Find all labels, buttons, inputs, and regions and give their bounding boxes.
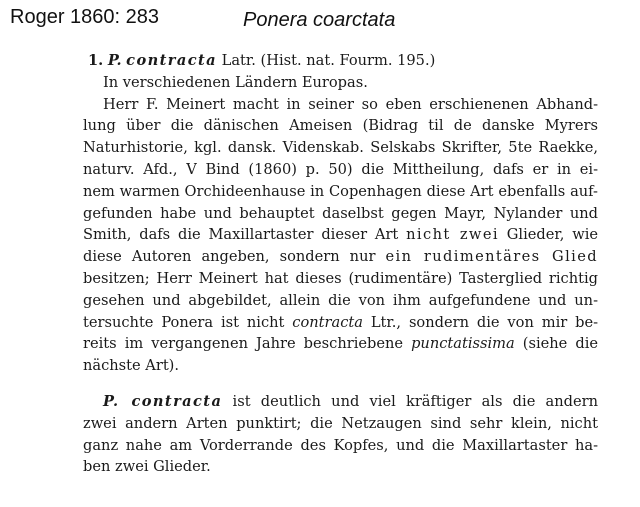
text-line: gesehen und abgebildet, allein die von ihm aufgefundene und un- <box>83 291 598 309</box>
text-span: Smith, dafs die Maxillartaster dieser Art <box>83 226 399 244</box>
text-line <box>83 224 598 246</box>
text-span: (siehe die <box>522 335 598 353</box>
text-span: diese Autoren angeben, sondern nur <box>83 248 376 266</box>
text-line: naturv. Afd., V Bind (1860) p. 50) die Mittheilung, dafs er in ei- <box>83 160 598 178</box>
text-line <box>83 333 598 355</box>
spaced-emphasis: nicht zwei <box>406 226 499 244</box>
text-line <box>83 312 598 334</box>
text-span: tersuchte Ponera ist nicht <box>83 313 285 331</box>
entry-heading <box>83 50 598 72</box>
spaced-emphasis: ein rudimentäres Glied <box>385 248 598 266</box>
text-line: Naturhistorie, kgl. dansk. Videnskab. Selskabs Skrifter, 5te Raekke, <box>83 139 598 157</box>
italic-species: punctatissima <box>411 335 515 353</box>
species-epithet: contracta <box>126 52 217 69</box>
text-line: Herr F. Meinert macht in seiner so eben erschienenen Abhand- <box>103 95 598 113</box>
text-line: nem warmen Orchideenhause in Copenhagen diese Art ebenfalls auf- <box>83 182 598 200</box>
citation: Latr. (Hist. nat. Fourm. 195.) <box>221 52 436 69</box>
text-span: Glieder, wie <box>506 226 598 244</box>
entry-number: 1. <box>88 52 104 69</box>
text-span: reits im vergangenen Jahre beschriebene <box>83 335 404 353</box>
reference-label: Roger 1860: 283 <box>10 6 160 28</box>
text-line: zwei andern Arten punktirt; die Netzaugen sind sehr klein, nicht <box>83 414 598 432</box>
text-line: gefunden habe und behauptet daselbst gegen Mayr, Nylander und <box>83 204 598 222</box>
paragraph-1 <box>83 94 598 377</box>
paragraph-2 <box>83 391 598 478</box>
italic-species: contracta <box>292 313 363 331</box>
species-name-bold: P. contracta <box>103 392 223 410</box>
text-span: ist deutlich und viel kräftiger als die andern <box>232 392 598 410</box>
text-line: lung über die dänischen Ameisen (Bidrag til de danske Myrers <box>83 117 598 135</box>
genus-abbreviation: P. <box>107 52 122 69</box>
text-line: nächste Art). <box>83 357 180 375</box>
text-line: besitzen; Herr Meinert hat dieses (rudimentäre) Tasterglied richtig <box>83 269 598 287</box>
document-text <box>83 50 598 478</box>
text-line: ben zwei Glieder. <box>83 458 211 476</box>
text-line <box>83 246 598 268</box>
text-line: ganz nahe am Vorderrande des Kopfes, und die Maxillartaster ha- <box>83 436 598 454</box>
text-line <box>83 391 598 413</box>
paragraph-gap <box>83 377 598 391</box>
taxon-name: Ponera coarctata <box>243 9 396 31</box>
page-header <box>10 6 630 36</box>
distribution-line: In verschiedenen Ländern Europas. <box>103 73 368 91</box>
text-span: Ltr., sondern die von mir be- <box>370 313 598 331</box>
